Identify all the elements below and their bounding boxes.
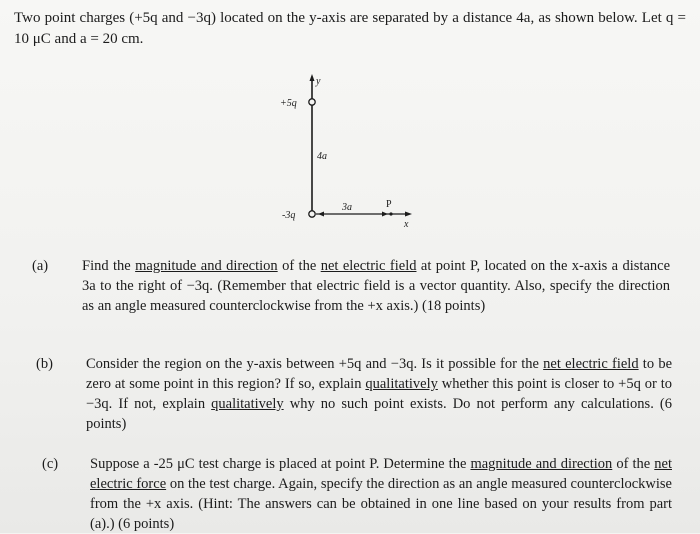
point-p-label: P bbox=[386, 199, 392, 210]
question-text bbox=[82, 256, 670, 316]
question-item bbox=[32, 454, 672, 534]
question-segment: why no such point exists. Do not perform any calculations. (6 points) bbox=[86, 396, 672, 432]
x-axis-label: x bbox=[404, 219, 409, 230]
question-segment: at point P, located on the x-axis a distance 3a to the right of −3q. (Remember that electric field is a vector quantity. Also, specify the direction as an angle measured counterclockwise from the +x axis.) (18 points) bbox=[82, 258, 671, 314]
question-emphasis: net electric field bbox=[320, 258, 417, 274]
horizontal-distance-label: 3a bbox=[342, 202, 352, 213]
question-emphasis: qualitatively bbox=[365, 376, 438, 392]
question-emphasis: net electric field bbox=[543, 356, 639, 372]
question-emphasis: net electric force bbox=[90, 456, 672, 492]
question-label: (c) bbox=[42, 456, 59, 472]
vertical-distance-label: 4a bbox=[317, 151, 327, 162]
question-segment: on the test charge. Again, specify the direction as an angle measured counterclockwise from the +x axis. (Hint: The answers can be obtained in one line based on your results from part (a).) (6 points) bbox=[90, 476, 672, 532]
question-emphasis: qualitatively bbox=[211, 396, 284, 412]
question-segment: Suppose a -25 μC test charge is placed at point P. Determine the bbox=[90, 456, 471, 472]
question-segment: to be zero at some point in this region? If so, explain bbox=[86, 356, 673, 392]
question-text bbox=[86, 354, 672, 434]
question-text bbox=[90, 454, 672, 534]
question-emphasis: magnitude and direction bbox=[135, 258, 278, 274]
question-segment: of the bbox=[612, 456, 655, 472]
question-item bbox=[32, 354, 672, 438]
question-segment: of the bbox=[277, 258, 321, 274]
question-label: (b) bbox=[36, 356, 53, 372]
question-item bbox=[32, 256, 672, 340]
question-emphasis: magnitude and direction bbox=[470, 456, 613, 472]
question-segment: whether this point is closer to +5q or to −3q. If not, explain bbox=[86, 376, 672, 412]
intro-text: Two point charges (+5q and −3q) located on the y-axis are separated by a distance 4a, as shown below. Let q = 10 μC and a = 20 cm. bbox=[14, 10, 690, 47]
charge-top-label: +5q bbox=[280, 98, 297, 109]
y-axis-label: y bbox=[316, 76, 321, 87]
question-label: (a) bbox=[32, 258, 49, 274]
charge-bottom-label: -3q bbox=[282, 210, 296, 221]
question-segment: Consider the region on the y-axis between +5q and −3q. Is it possible for the bbox=[86, 356, 544, 372]
question-segment: Find the bbox=[82, 258, 136, 274]
